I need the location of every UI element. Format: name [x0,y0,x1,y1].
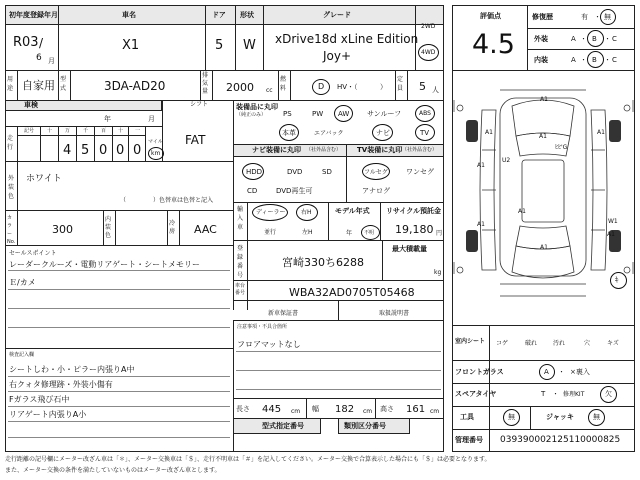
first-reg-sep: / [39,36,44,50]
car-name: X1 [122,38,140,53]
mileage-digit: 0 [99,143,108,158]
spare-kit: 修理KIT [563,391,585,398]
equipment-title: 装備品に丸印 [236,103,278,111]
recycle-unit: 円 [436,230,443,237]
color-code: 300 [52,223,73,236]
import-label-1: 輸 [237,206,244,213]
fuel-d: D [318,82,325,91]
diagram-label: A1 [540,96,548,103]
import-left-h: 左H [302,229,313,236]
length-unit: cm [291,408,301,415]
length-value: 445 [262,404,282,415]
diagram-label: W1 [608,218,618,225]
seat-item: 汚れ [553,340,566,347]
navi-sub: （社外品含む） [306,147,342,153]
interior-b: B [592,56,597,64]
jack-value: 無 [593,413,600,421]
notes-label: 注意事項・不具合箇所 [237,324,288,330]
equip-aw: AW [338,110,350,118]
tv-fullseg: フルセグ [364,169,388,176]
mgmt-value: 039390002125110000825 [500,435,621,445]
reg-label-2: 録 [237,254,244,261]
reg-label-4: 号 [237,272,244,279]
interior-c: C [612,56,617,64]
cc-unit: cc [266,87,273,94]
width-unit: cm [363,408,373,415]
glass-sep: ・ [558,368,565,376]
exterior-label: 外装 [534,35,548,43]
grade-line2: Joy+ [323,49,352,63]
color-label-2: 装 [8,184,15,191]
recycle-value: 19,180 [395,223,434,236]
color-label-3: 色 [8,193,15,200]
capacity-label: 定員 [397,76,404,92]
seat-item: 破れ [525,340,538,347]
col-10000s: 十 [47,128,53,134]
mileage-digit: 4 [63,143,72,158]
col-man: 万 [65,128,71,134]
diagram-roof [522,160,564,222]
grade-line1: xDrive18d xLine Edition [275,32,419,46]
col-thousand: 千 [83,128,89,134]
col-ten: 十 [118,128,124,134]
diagram-label: A1 [607,231,615,238]
diagram-label: A1 [477,162,485,169]
col-one: 一 [135,128,141,134]
mileage-label: 走行 [7,135,14,151]
body-label: 形状 [240,11,254,19]
equip-ps: PS [283,110,292,118]
color-paren-close: ）色替車は色替と記入 [153,197,214,204]
car-name-label: 車名 [122,11,136,19]
seat-item: コゲ [496,340,509,347]
color-value: ホワイト [26,174,62,184]
unit-km: km [151,150,161,157]
first-reg-month-unit: 月 [48,57,55,65]
model-value: 3DA-AD20 [104,79,166,93]
mileage-digit: 5 [81,143,90,158]
col-mark: 記号 [24,128,35,134]
displacement-label: 排気量 [202,72,209,95]
inspector-line: リアゲート内張りA小 [9,410,87,419]
score-label: 評価点 [480,12,501,20]
footer-line1: 走行距離の記号欄にメーター改ざん車は「＊」、メーター交換車は「＄」、走行不明車は「＃」を記入してください。メーター交換で合算表示した場合にも「＄」は必要となります。 [5,456,491,463]
import-right-h: 右H [301,209,312,216]
diagram-label: U2 [502,157,511,164]
exterior-dot: ・ [604,35,611,43]
body-value: W [243,38,256,53]
import-parallel: 並行 [264,229,277,236]
interior-label: 内装 [534,56,548,64]
interior-dot: ・ [604,56,611,64]
diagram-hood [512,100,574,136]
model-label: 型式 [60,76,67,92]
repair-yes: 有 [581,13,588,21]
footer-line2: また、メーター交換の条件を満たしていないものはメーター改ざん車とします。 [5,467,221,474]
equip-tv: TV [420,129,430,137]
model-year-unit: 年 [346,230,353,237]
recycle-label: リサイクル預託金 [386,207,442,215]
model-year-label: モデル年式 [335,207,370,215]
reg-label-1: 登 [237,245,244,252]
exterior-a: A [571,35,576,43]
equip-abs: ABS [419,110,431,117]
fuel-close: ） [380,83,387,91]
exterior-b: B [592,35,597,43]
inspector-line: シートしわ・小・ピラー内張りA中 [9,365,135,374]
fuel-label: 燃料 [280,76,287,92]
ac-label: 冷房 [169,220,176,235]
height-unit: cm [430,408,440,415]
sales-point-line: Ｅ/カメ [9,278,36,287]
navi-sd: SD [322,168,332,176]
sales-point-line: レーダークルーズ・電動リアゲート・シートメモリー [9,260,201,269]
shift-label: シフト [190,101,209,108]
reg-label-3: 番 [237,263,244,270]
diagram-label: A1 [597,129,605,136]
first-reg-year: R03 [13,35,39,50]
repair-no: 無 [604,13,611,21]
repair-label: 修復歴 [532,13,553,21]
spare-sep: ・ [552,390,559,398]
model-year-unknown: 不明 [364,230,375,236]
shift-value: FAT [185,133,206,147]
navi-dvd-play: DVD再生可 [276,187,313,195]
exterior-c: C [612,35,617,43]
ac-value: AAC [194,223,217,236]
length-label: 長さ [236,405,250,413]
type-label: 型式指定番号 [262,422,304,430]
equip-navi: ナビ [376,129,390,137]
chassis-value: WBA32AD0705T05468 [289,286,415,299]
score-value: 4.5 [472,29,515,60]
max-load-unit: kg [434,269,442,276]
warranty-label: 新車保証書 [268,310,299,317]
wheel [609,120,621,142]
equip-pw: PW [312,110,324,118]
navi-title: ナビ装備に丸印 [252,146,301,154]
mileage-digit: 0 [133,143,142,158]
displacement-value: 2000 [226,81,254,94]
tool-label: 工具 [460,413,474,421]
color-code-label: カラーNo. [7,215,16,245]
exterior-dot: ・ [580,35,587,43]
max-load-label: 最大積載量 [392,245,427,253]
diagram-label: A1 [539,133,547,140]
inspection-year-unit: 年 [104,115,111,123]
inspector-line: 右クォタ修理跡・外装小傷有 [9,380,113,389]
grade-label: グレード [323,11,351,19]
plate-value: 宮崎330ち6288 [282,256,364,269]
tv-sub: （社外品含む） [402,147,438,153]
mgmt-label: 管理番号 [455,436,483,444]
import-dealer: ディーラー [256,209,286,216]
interior-dot: ・ [580,56,587,64]
drive-2wd: 2WD [421,23,436,30]
diagram-label: A1 [477,221,485,228]
col-hundred: 百 [101,128,107,134]
glass-x: ×裏入 [570,368,590,376]
capacity-unit: 人 [432,86,439,94]
glass-label: フロントガラス [455,368,504,376]
spare-t: T [541,390,546,398]
sales-points-label: セールスポイント [9,250,57,257]
first-reg-label: 初年度登録年月 [9,11,58,19]
seat-label: 室内シート [455,338,486,345]
repair-sep: ・ [594,13,601,21]
door-label: ドア [212,11,226,19]
chassis-label: 車台番号 [235,283,246,296]
seat-item: 穴 [584,340,591,347]
interior-color-label: 内装色 [105,216,112,239]
diagram-label: A1 [485,129,493,136]
tire-mark: ｷ [615,276,619,284]
equipment-subtitle: （純正のみ） [236,112,267,118]
equip-leather: 本革 [282,129,296,137]
first-reg-month: 6 [36,53,42,63]
color-paren-open: （ [120,197,127,204]
wheel [466,230,478,252]
navi-hdd: HDD [246,168,263,176]
car-damage-diagram [452,70,635,325]
color-label-1: 外 [8,175,15,182]
inspector-label: 検査記入欄 [9,352,35,358]
manual-label: 取扱説明書 [379,310,410,317]
spare-label: スペアタイヤ [455,390,497,398]
diagram-label: ﾋﾋ'G [555,144,568,151]
height-label: 高さ [380,405,394,413]
import-label-3: 車 [237,224,244,231]
tv-title: TV装備に丸印 [357,146,403,154]
use-value: 自家用 [22,79,55,92]
capacity-value: 5 [419,80,426,93]
jack-label: ジャッキ [546,413,574,421]
use-label: 用途 [7,76,14,92]
height-value: 161 [406,404,426,415]
mileage-digit: 0 [116,143,125,158]
diagram-label: A1 [540,244,548,251]
fuel-hv: HV・（ [337,83,358,91]
width-value: 182 [335,404,355,415]
tool-value: 無 [508,413,515,421]
interior-a: A [571,56,576,64]
tv-oneseg: ワンセグ [406,168,434,176]
unit-mile: マイル [148,139,163,145]
door-value: 5 [215,38,224,53]
notes-line: フロアマットなし [237,340,301,349]
class-label: 類別区分番号 [344,422,386,430]
equip-sunroof: サンルーフ [367,110,402,118]
diagram-label: A1 [518,208,526,215]
width-label: 幅 [312,405,319,413]
spare-none: 欠 [605,390,612,398]
inspection-label: 車検 [24,101,38,109]
equip-airbag: エアバック [314,130,344,137]
import-label-2: 入 [237,215,244,222]
inspector-line: Fガラス飛び石中 [9,395,70,404]
drive-4wd: 4WD [421,49,436,56]
navi-cd: CD [247,187,258,195]
tv-analog: アナログ [362,187,390,195]
seat-item: キズ [607,340,619,347]
navi-dvd: DVD [287,168,303,176]
wheel [466,120,478,142]
inspection-month-unit: 月 [148,115,155,123]
glass-a: A [544,368,549,376]
